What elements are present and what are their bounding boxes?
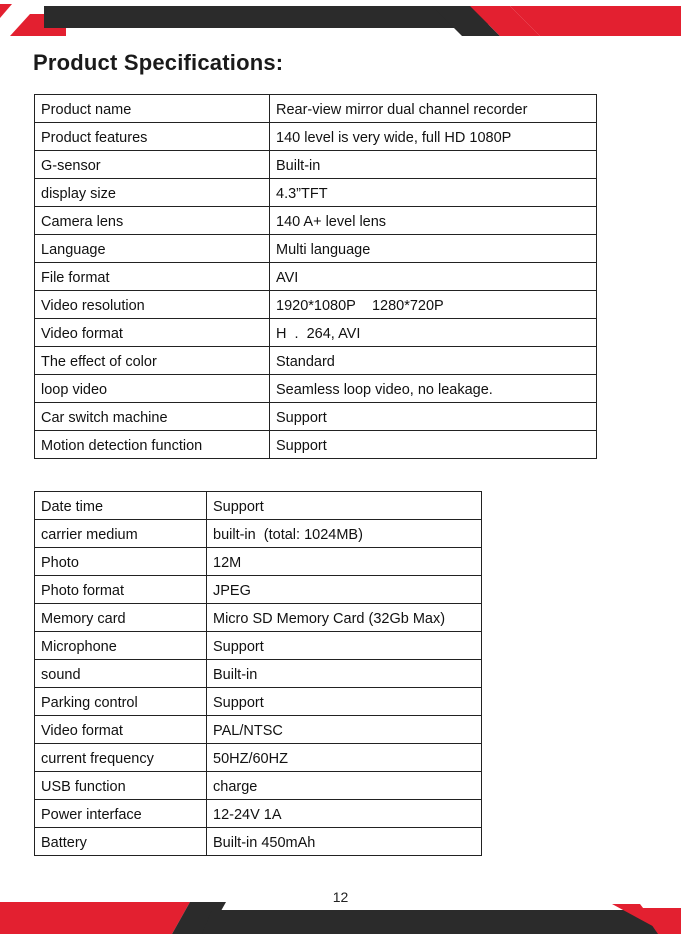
spec-label: Video format	[35, 319, 270, 347]
spec-row	[35, 800, 482, 828]
spec-label: Video format	[35, 716, 207, 744]
spec-value: AVI	[270, 263, 597, 291]
red-slant-block	[510, 6, 681, 36]
spec-value: charge	[207, 772, 482, 800]
spec-value: Multi language	[270, 235, 597, 263]
spec-value: 12-24V 1A	[207, 800, 482, 828]
spec-value: Micro SD Memory Card (32Gb Max)	[207, 604, 482, 632]
spec-value: 50HZ/60HZ	[207, 744, 482, 772]
spec-label: sound	[35, 660, 207, 688]
spec-row	[35, 716, 482, 744]
spec-row	[35, 632, 482, 660]
spec-value: Support	[270, 403, 597, 431]
spec-value: 140 A+ level lens	[270, 207, 597, 235]
spec-row	[35, 319, 597, 347]
spec-row	[35, 403, 597, 431]
spec-row	[35, 576, 482, 604]
spec-value: Rear-view mirror dual channel recorder	[270, 95, 597, 123]
spec-value: 1920*1080P 1280*720P	[270, 291, 597, 319]
spec-label: loop video	[35, 375, 270, 403]
spec-label: G-sensor	[35, 151, 270, 179]
spec-row	[35, 431, 597, 459]
spec-row	[35, 828, 482, 856]
spec-label: Power interface	[35, 800, 207, 828]
header-band-graphic	[0, 0, 681, 36]
spec-value: built-in (total: 1024MB)	[207, 520, 482, 548]
spec-value: Standard	[270, 347, 597, 375]
spec-value: 140 level is very wide, full HD 1080P	[270, 123, 597, 151]
spec-label: Product features	[35, 123, 270, 151]
spec-row	[35, 520, 482, 548]
corner-triangle-left	[0, 4, 12, 18]
red-block-left	[0, 902, 190, 934]
spec-value: Support	[207, 632, 482, 660]
spec-value: Support	[270, 431, 597, 459]
spec-row	[35, 604, 482, 632]
spec-row	[35, 235, 597, 263]
spec-label: Car switch machine	[35, 403, 270, 431]
dark-stripe-footer	[202, 910, 681, 934]
footer-band-graphic	[0, 900, 681, 936]
spec-row	[35, 375, 597, 403]
spec-row	[35, 179, 597, 207]
spec-row	[35, 207, 597, 235]
spec-label: Photo	[35, 548, 207, 576]
spec-value: 12M	[207, 548, 482, 576]
spec-row	[35, 123, 597, 151]
spec-value: Built-in 450mAh	[207, 828, 482, 856]
spec-label: Photo format	[35, 576, 207, 604]
spec-label: File format	[35, 263, 270, 291]
spec-label: display size	[35, 179, 270, 207]
spec-value: 4.3”TFT	[270, 179, 597, 207]
bottom-footer-band	[0, 900, 681, 936]
spec-row	[35, 688, 482, 716]
spec-label: USB function	[35, 772, 207, 800]
spec-row	[35, 548, 482, 576]
spec-value: Seamless loop video, no leakage.	[270, 375, 597, 403]
spec-label: Camera lens	[35, 207, 270, 235]
spec-value: H . 264, AVI	[270, 319, 597, 347]
spec-value: Built-in	[207, 660, 482, 688]
spec-label: Parking control	[35, 688, 207, 716]
spec-value: Built-in	[270, 151, 597, 179]
spec-row	[35, 291, 597, 319]
spec-label: Video resolution	[35, 291, 270, 319]
spec-value: PAL/NTSC	[207, 716, 482, 744]
spec-label: The effect of color	[35, 347, 270, 375]
spec-value: JPEG	[207, 576, 482, 604]
spec-label: Product name	[35, 95, 270, 123]
spec-table-2	[34, 491, 482, 856]
spec-label: Date time	[35, 492, 207, 520]
spec-row	[35, 772, 482, 800]
spec-label: Motion detection function	[35, 431, 270, 459]
spec-row	[35, 263, 597, 291]
spec-row	[35, 744, 482, 772]
spec-row	[35, 347, 597, 375]
spec-label: carrier medium	[35, 520, 207, 548]
spec-label: Battery	[35, 828, 207, 856]
spec-row	[35, 95, 597, 123]
spec-row	[35, 660, 482, 688]
spec-value: Support	[207, 688, 482, 716]
page-number: 12	[332, 889, 349, 905]
spec-table-1	[34, 94, 597, 459]
dark-stripe	[44, 6, 500, 28]
spec-label: Microphone	[35, 632, 207, 660]
spec-row	[35, 151, 597, 179]
spec-label: Memory card	[35, 604, 207, 632]
spec-label: current frequency	[35, 744, 207, 772]
spec-row	[35, 492, 482, 520]
spec-label: Language	[35, 235, 270, 263]
top-header-band	[0, 0, 681, 36]
page-title: Product Specifications:	[33, 50, 284, 75]
spec-value: Support	[207, 492, 482, 520]
